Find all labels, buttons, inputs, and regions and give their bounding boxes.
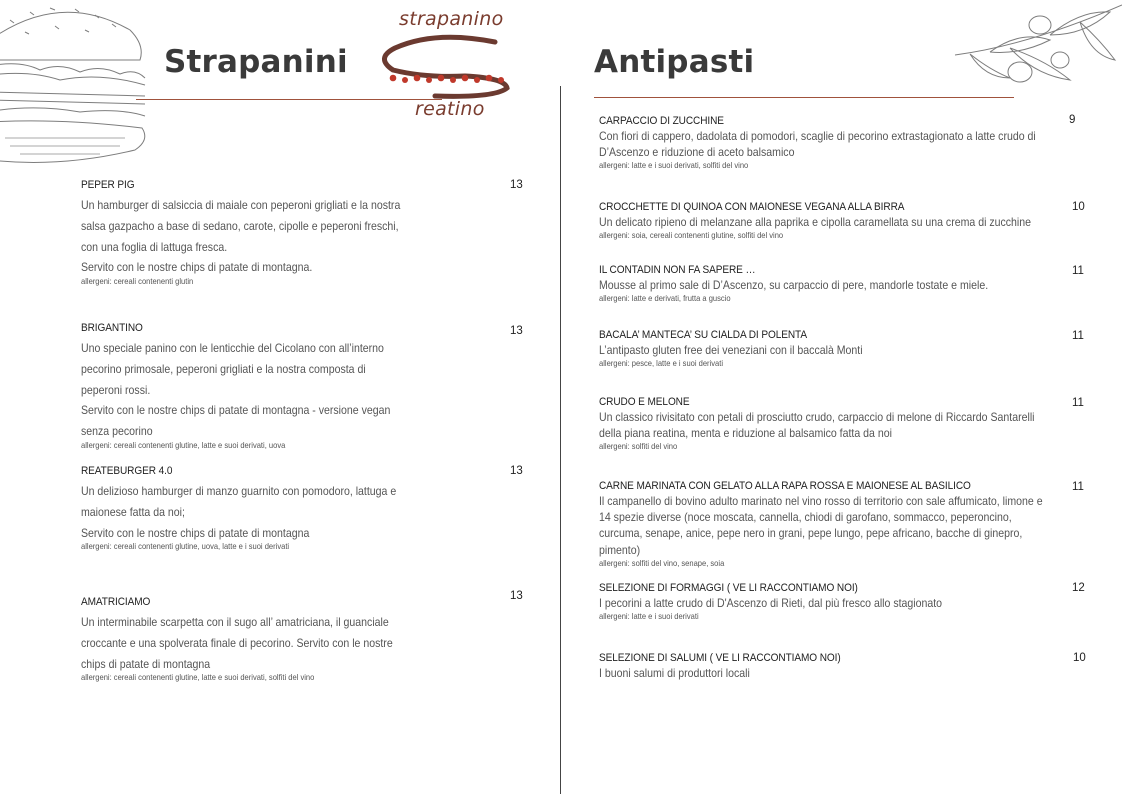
- item-description: Un hamburger di salsiccia di maiale con peperoni grigliati e la nostra salsa gazpacho a base di sedano, carote, cipolle e peperoni freschi, con una foglia di lattuga fresca. Servito con le nostre chips di patate di montagna.: [81, 198, 401, 275]
- list-item: [81, 322, 451, 450]
- item-description: Un delicato ripieno di melanzane alla paprika e cipolla caramellata su una crema di zucchine: [599, 215, 1032, 229]
- item-description: Con fiori di cappero, dadolata di pomodori, scaglie di pecorino extrastagionato a latte crudo di D’Ascenzo e riduzione di aceto balsamico: [599, 129, 1036, 160]
- list-item: [81, 596, 451, 682]
- page-divider: [560, 86, 561, 794]
- list-item: [599, 329, 1107, 368]
- item-price: 11: [1072, 481, 1084, 493]
- item-price: 13: [510, 465, 523, 477]
- item-allergens: allergeni: latte e derivati, frutta a guscio: [599, 293, 731, 304]
- logo-s-icon: [375, 34, 520, 100]
- item-allergens: allergeni: latte e i suoi derivati: [599, 611, 699, 622]
- list-item: [81, 465, 451, 551]
- logo-bottom-word: reatino: [415, 98, 485, 120]
- item-allergens: allergeni: cereali contenenti glutine, latte e suoi derivati, uova: [81, 439, 286, 450]
- item-name: IL CONTADIN NON FA SAPERE …: [599, 264, 756, 276]
- item-price: 11: [1072, 397, 1084, 409]
- item-price: 12: [1072, 582, 1085, 594]
- item-name: AMATRICIAMO: [81, 596, 151, 608]
- item-name: PEPER PIG: [81, 179, 135, 191]
- item-description: Un interminabile scarpetta con il sugo all’ amatriciana, il guanciale croccante e una spolverata finale di pecorino. Servito con le nostre chips di patate di montagna: [81, 615, 393, 671]
- item-name: SELEZIONE DI FORMAGGI ( VE LI RACCONTIAMO NOI): [599, 582, 858, 594]
- olive-branch-icon: [950, 0, 1122, 100]
- item-price: 13: [510, 179, 523, 191]
- logo: [375, 6, 520, 124]
- title-rule-right: [594, 97, 1014, 98]
- item-name: BRIGANTINO: [81, 322, 143, 334]
- item-price: 11: [1072, 330, 1084, 342]
- item-description: L’antipasto gluten free dei veneziani con il baccalà Monti: [599, 343, 863, 357]
- list-item: [599, 652, 1107, 681]
- item-price: 9: [1069, 114, 1076, 126]
- item-price: 10: [1073, 652, 1086, 664]
- list-item: [599, 396, 1107, 451]
- item-name: SELEZIONE DI SALUMI ( VE LI RACCONTIAMO NOI): [599, 652, 841, 664]
- item-description: Un classico rivisitato con petali di prosciutto crudo, carpaccio di melone di Riccardo Santarelli della piana reatina, menta e riduzione al balsamico fatta da noi: [599, 410, 1035, 441]
- list-item: [599, 115, 1107, 170]
- item-name: BACALA’ MANTECA’ SU CIALDA DI POLENTA: [599, 329, 807, 341]
- burger-illustration-icon: [0, 0, 150, 175]
- list-item: [599, 264, 1107, 303]
- item-allergens: allergeni: cereali contenenti glutine, latte e suoi derivati, solfiti del vino: [81, 672, 315, 683]
- item-price: 13: [510, 325, 523, 337]
- item-allergens: allergeni: cereali contenenti glutin: [81, 276, 194, 287]
- item-allergens: allergeni: latte e i suoi derivati, solfiti del vino: [599, 160, 749, 171]
- item-allergens: allergeni: cereali contenenti glutine, uova, latte e i suoi derivati: [81, 541, 290, 552]
- item-name: CARPACCIO DI ZUCCHINE: [599, 115, 724, 127]
- item-name: CARNE MARINATA CON GELATO ALLA RAPA ROSSA E MAIONESE AL BASILICO: [599, 480, 971, 492]
- item-name: CROCCHETTE DI QUINOA CON MAIONESE VEGANA ALLA BIRRA: [599, 201, 905, 213]
- section-title-strapanini: Strapanini: [164, 44, 348, 80]
- item-allergens: allergeni: solfiti del vino: [599, 441, 678, 452]
- item-name: REATEBURGER 4.0: [81, 465, 173, 477]
- list-item: [599, 582, 1107, 621]
- item-description: Mousse al primo sale di D’Ascenzo, su carpaccio di pere, mandorle tostate e miele.: [599, 278, 989, 292]
- section-title-antipasti: Antipasti: [594, 44, 755, 80]
- list-item: [599, 201, 1107, 240]
- item-description: Uno speciale panino con le lenticchie del Cicolano con all’interno pecorino primosale, peperoni grigliati e la nostra composta di peperoni rossi. Servito con le nostre chips di patate di montagna - versione vegan senza pecorino: [81, 341, 391, 439]
- item-name: CRUDO E MELONE: [599, 396, 690, 408]
- item-description: Un delizioso hamburger di manzo guarnito con pomodoro, lattuga e maionese fatta da noi; Servito con le nostre chips di patate di montagna: [81, 484, 397, 540]
- item-allergens: allergeni: solfiti del vino, senape, soia: [599, 557, 725, 568]
- item-price: 13: [510, 590, 523, 602]
- item-description: I pecorini a latte crudo di D'Ascenzo di Rieti, dal più fresco allo stagionato: [599, 596, 943, 610]
- list-item: [599, 480, 1107, 568]
- list-item: [81, 179, 451, 286]
- item-allergens: allergeni: pesce, latte e i suoi derivati: [599, 358, 724, 369]
- item-price: 11: [1072, 265, 1084, 277]
- item-price: 10: [1072, 201, 1085, 213]
- item-description: I buoni salumi di produttori locali: [599, 666, 750, 680]
- item-description: Il campanello di bovino adulto marinato nel vino rosso di territorio con sale affumicato, limone e 14 spezie diverse (noce moscata, cannella, chiodi di garofano, sommacco, peperoncino, curcuma, senape, anice, pepe nero in grani, pepe lungo, pepe africano, bacche di ginepro, pimento): [599, 494, 1043, 557]
- item-allergens: allergeni: soia, cereali contenenti glutine, solfiti del vino: [599, 230, 784, 241]
- logo-top-word: strapanino: [399, 8, 504, 30]
